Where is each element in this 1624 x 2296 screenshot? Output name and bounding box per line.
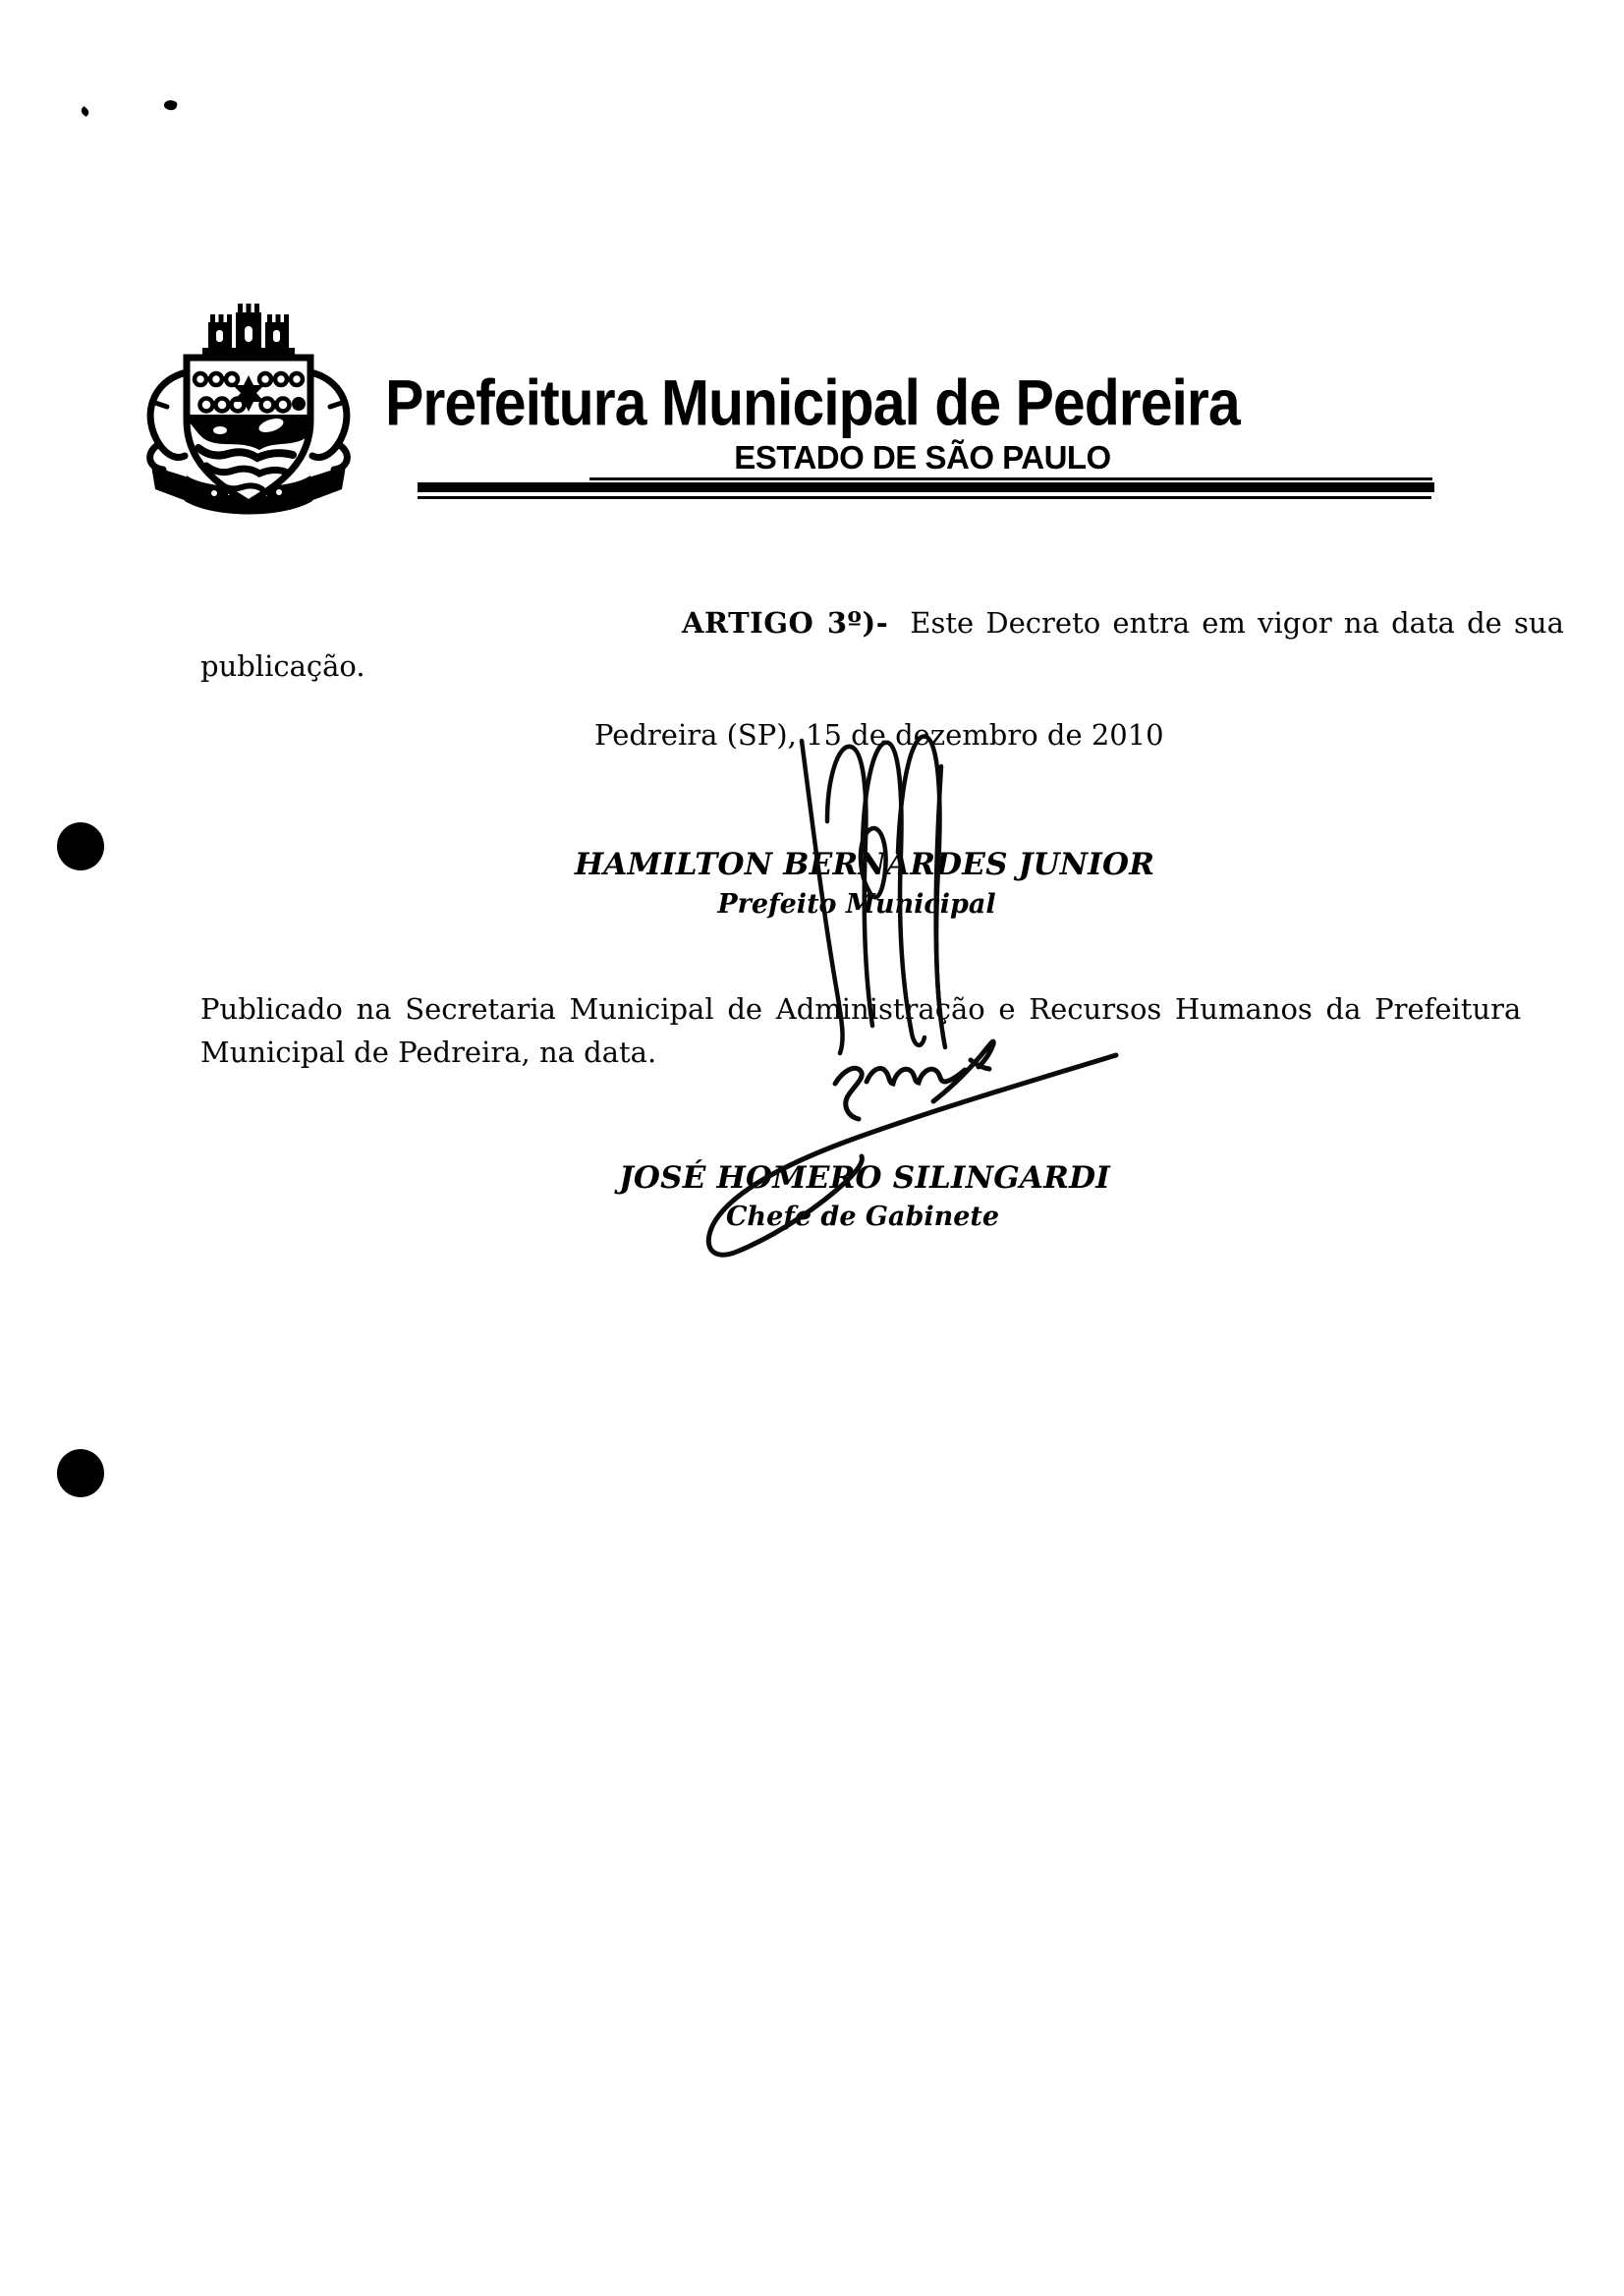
mayor-role: Prefeito Municipal [717,889,996,920]
pedreira-coat-of-arms-icon [124,301,373,515]
publication-note-line1: Publicado na Secretaria Municipal de Administração e Recursos Humanos da Prefeitura [200,992,1522,1026]
hole-punch-dot-icon [57,822,104,870]
publication-note-line2: Municipal de Pedreira, na data. [200,1036,657,1069]
chief-of-staff-name: JOSÉ HOMERO SILINGARDI [619,1160,1110,1196]
dateline: Pedreira (SP), 15 de dezembro de 2010 [594,718,1164,752]
chief-of-staff-role: Chefe de Gabinete [725,1202,1000,1232]
header-rule-thick [418,482,1434,492]
article-continuation: publicação. [200,649,365,683]
mayor-name: HAMILTON BERNARDES JUNIOR [574,847,1155,882]
scan-speckle [163,98,178,111]
article-line [682,606,1564,640]
hole-punch-dot-icon [57,1449,104,1497]
org-subtitle: ESTADO DE SÃO PAULO [734,439,1111,476]
scan-speckle [80,106,90,117]
header-rule-thin-bottom [418,496,1431,499]
article-label: ARTIGO 3º)- [682,606,889,640]
org-title: Prefeitura Municipal de Pedreira [385,366,1240,440]
header-rule-thin-top [589,477,1432,480]
article-text: Este Decreto entra em vigor na data de sua [910,606,1564,640]
